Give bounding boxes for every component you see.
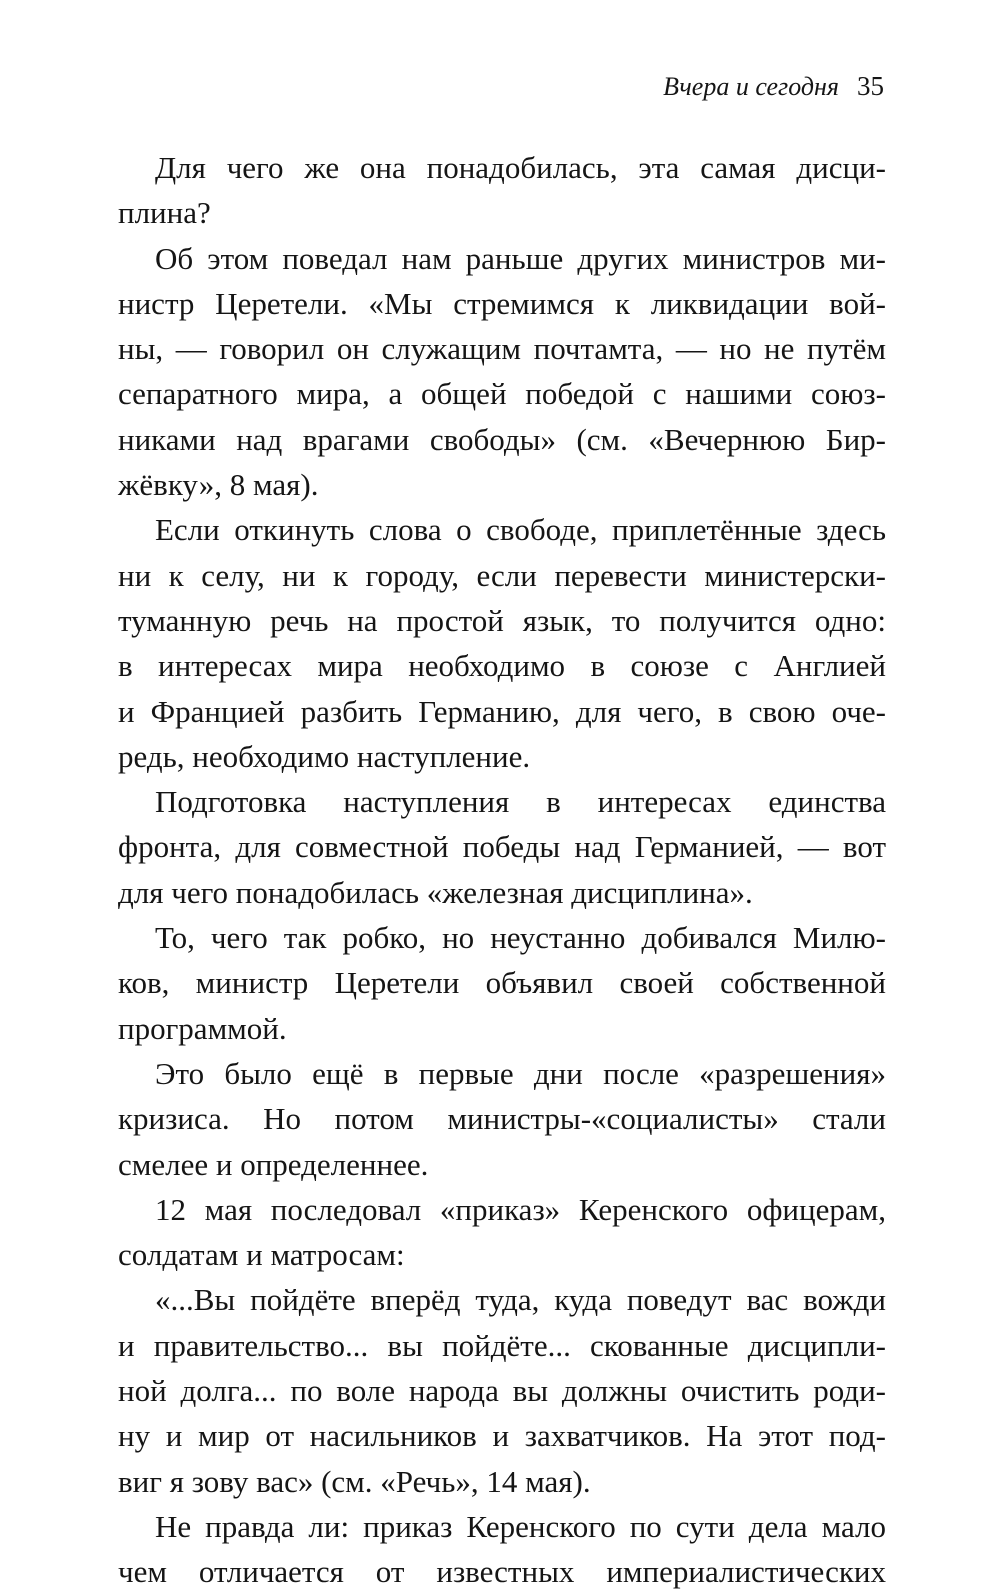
text-line: ков, министр Церетели объявил своей собственной: [118, 965, 886, 1001]
page-number: 35: [857, 71, 884, 101]
text-line: То, чего так робко, но неустанно добивался Милю-: [155, 920, 886, 956]
text-line: сепаратного мира, а общей победой с нашими союз-: [118, 376, 886, 412]
text-line: кризиса. Но потом министры-«социалисты» стали: [118, 1101, 886, 1137]
text-line: и правительство... вы пойдёте... скованные дисципли-: [118, 1327, 886, 1363]
text-line: нистр Церетели. «Мы стремимся к ликвидации вой-: [118, 285, 886, 321]
text-line: ну и мир от насильников и захватчиков. На этот под-: [118, 1418, 886, 1454]
text-line: смелее и определеннее.: [118, 1146, 429, 1182]
running-head-title: Вчера и сегодня: [663, 72, 839, 101]
text-line: для чего понадобилась «железная дисциплина».: [118, 874, 753, 910]
text-line: «...Вы пойдёте вперёд туда, куда поведут вас вожди: [155, 1282, 886, 1318]
body-text: [118, 145, 886, 1595]
text-line: в интересах мира необходимо в союзе с Англией: [118, 648, 886, 684]
text-line: туманную речь на простой язык, то получится одно:: [118, 602, 886, 638]
text-line: ны, — говорил он служащим почтамта, — но не путём: [118, 331, 886, 367]
text-line: Об этом поведал нам раньше других министров ми-: [155, 240, 886, 276]
text-line: 12 мая последовал «приказ» Керенского офицерам,: [155, 1191, 886, 1227]
text-line: солдатам и матросам:: [118, 1237, 405, 1273]
text-line: Для чего же она понадобилась, эта самая дисци-: [155, 150, 886, 185]
text-line: Не правда ли: приказ Керенского по сути дела мало: [155, 1508, 886, 1544]
text-line: виг я зову вас» (см. «Речь», 14 мая).: [118, 1463, 591, 1499]
text-line: ни к селу, ни к городу, если перевести министерски-: [118, 557, 886, 593]
text-line: редь, необходимо наступление.: [118, 738, 531, 774]
text-line: чем отличается от известных империалистических: [118, 1554, 886, 1590]
text-line: плина?: [118, 195, 211, 231]
text-line: Если откинуть слова о свободе, приплетённые здесь: [155, 512, 886, 548]
text-line: ной долга... по воле народа вы должны очистить роди-: [118, 1373, 886, 1409]
text-line: и Францией разбить Германию, для чего, в свою оче-: [118, 693, 886, 729]
running-head: [118, 66, 884, 107]
text-line: Подготовка наступления в интересах единства: [155, 784, 886, 820]
text-line: Это было ещё в первые дни после «разрешения»: [155, 1055, 886, 1091]
text-line: программой.: [118, 1010, 287, 1046]
text-line: жёвку», 8 мая).: [118, 467, 319, 503]
text-line: фронта, для совместной победы над Германией, — вот: [118, 829, 886, 865]
text-line: никами над врагами свободы» (см. «Вечернюю Бир-: [118, 421, 886, 457]
